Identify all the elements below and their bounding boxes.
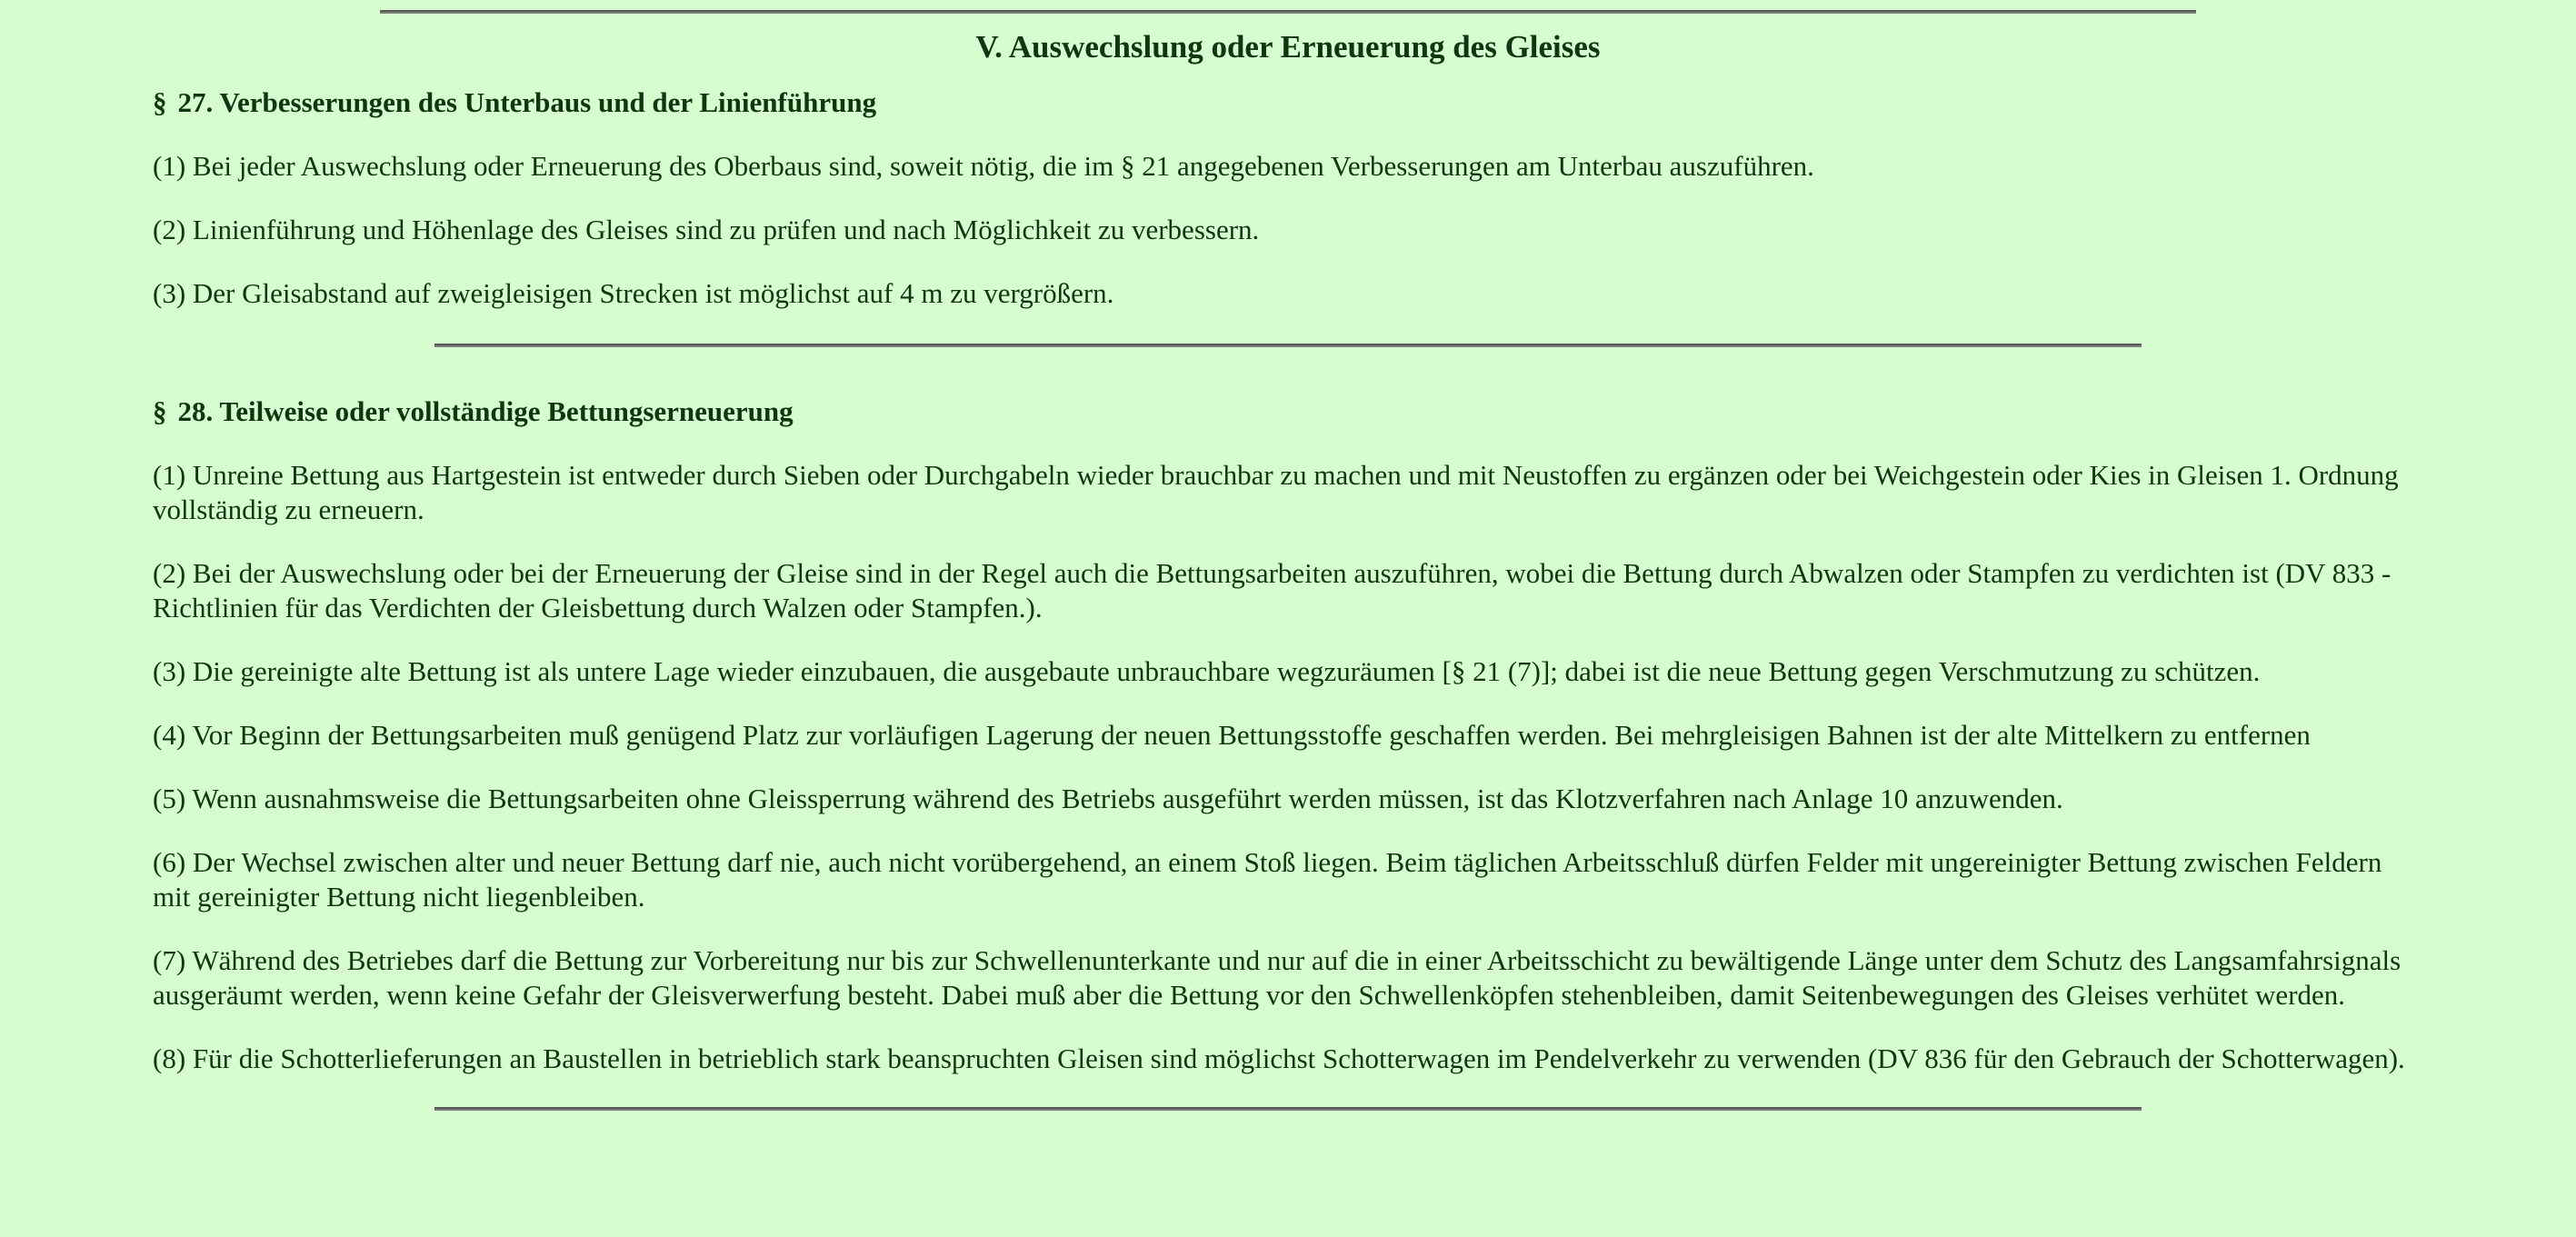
horizontal-rule-top (380, 10, 2196, 14)
paragraph-28-4: (4) Vor Beginn der Bettungsarbeiten muß genügend Platz zur vorläufigen Lagerung der neuen Bettungsstoffe geschaffen werden. Bei mehrgleisigen Bahnen ist der alte Mittelkern zu entfernen (153, 719, 2311, 751)
document-page (0, 10, 2576, 1111)
section-27 (153, 85, 2423, 311)
paragraph-28-6: (6) Der Wechsel zwischen alter und neuer Bettung darf nie, auch nicht vorübergehend, an einem Stoß liegen. Beim täglichen Arbeitsschluß dürfen Felder mit ungereinigter Bettung zwischen Feldern mit gereinigter Bettung nicht liegenbleiben. (153, 846, 2382, 913)
section-27-heading (153, 85, 2423, 120)
horizontal-rule-bottom (434, 1107, 2142, 1111)
section-28-heading (153, 394, 2423, 429)
paragraph-28-2: (2) Bei der Auswechslung oder bei der Erneuerung der Gleise sind in der Regel auch die Bettungsarbeiten auszuführen, wobei die Bettung durch Abwalzen oder Stampfen zu verdichten ist (DV 833 - Richtlinien für das Verdichten der Gleisbettung durch Walzen oder Stampfen.). (153, 557, 2391, 623)
section-28 (153, 394, 2423, 1076)
chapter-title: V. Auswechslung oder Erneuerung des Gleises (975, 29, 1601, 65)
section-sign: § (153, 395, 167, 427)
paragraph-28-8: (8) Für die Schotterlieferungen an Baustellen in betrieblich stark beanspruchten Gleisen sind möglichst Schotterwagen im Pendelverkehr zu verwenden (DV 836 für den Gebrauch der Schotterwagen). (153, 1042, 2405, 1074)
section-27-title: 27. Verbesserungen des Unterbaus und der Linienführung (177, 86, 877, 118)
paragraph-27-3: (3) Der Gleisabstand auf zweigleisigen Strecken ist möglichst auf 4 m zu vergrößern. (153, 277, 1114, 309)
paragraph-28-7: (7) Während des Betriebes darf die Bettung zur Vorbereitung nur bis zur Schwellenunterkante und nur auf die in einer Arbeitsschicht zu bewältigende Länge unter dem Schutz des Langsamfahrsignals ausgeräumt werden, wenn keine Gefahr der Gleisverwerfung besteht. Dabei muß aber die Bettung vor den Schwellenköpfen stehenbleiben, damit Seitenbewegungen des Gleises verhütet werden. (153, 944, 2401, 1011)
paragraph-28-3: (3) Die gereinigte alte Bettung ist als untere Lage wieder einzubauen, die ausgebaute unbrauchbare wegzuräumen [§ 21 (7)]; dabei ist die neue Bettung gegen Verschmutzung zu schützen. (153, 655, 2261, 687)
paragraph-27-1: (1) Bei jeder Auswechslung oder Erneuerung des Oberbaus sind, soweit nötig, die im § 21 angegebenen Verbesserungen am Unterbau auszuführen. (153, 150, 1814, 182)
section-sign: § (153, 86, 167, 118)
horizontal-rule-section-divider (434, 344, 2142, 347)
paragraph-28-5: (5) Wenn ausnahmsweise die Bettungsarbeiten ohne Gleissperrung während des Betriebs ausgeführt werden müssen, ist das Klotzverfahren nach Anlage 10 anzuwenden. (153, 783, 2063, 814)
section-28-title: 28. Teilweise oder vollständige Bettungserneuerung (177, 395, 794, 427)
paragraph-28-1: (1) Unreine Bettung aus Hartgestein ist entweder durch Sieben oder Durchgabeln wieder brauchbar zu machen und mit Neustoffen zu ergänzen oder bei Weichgestein oder Kies in Gleisen 1. Ordnung vollständig zu erneuern. (153, 459, 2399, 525)
paragraph-27-2: (2) Linienführung und Höhenlage des Gleises sind zu prüfen und nach Möglichkeit zu verbessern. (153, 214, 1260, 245)
